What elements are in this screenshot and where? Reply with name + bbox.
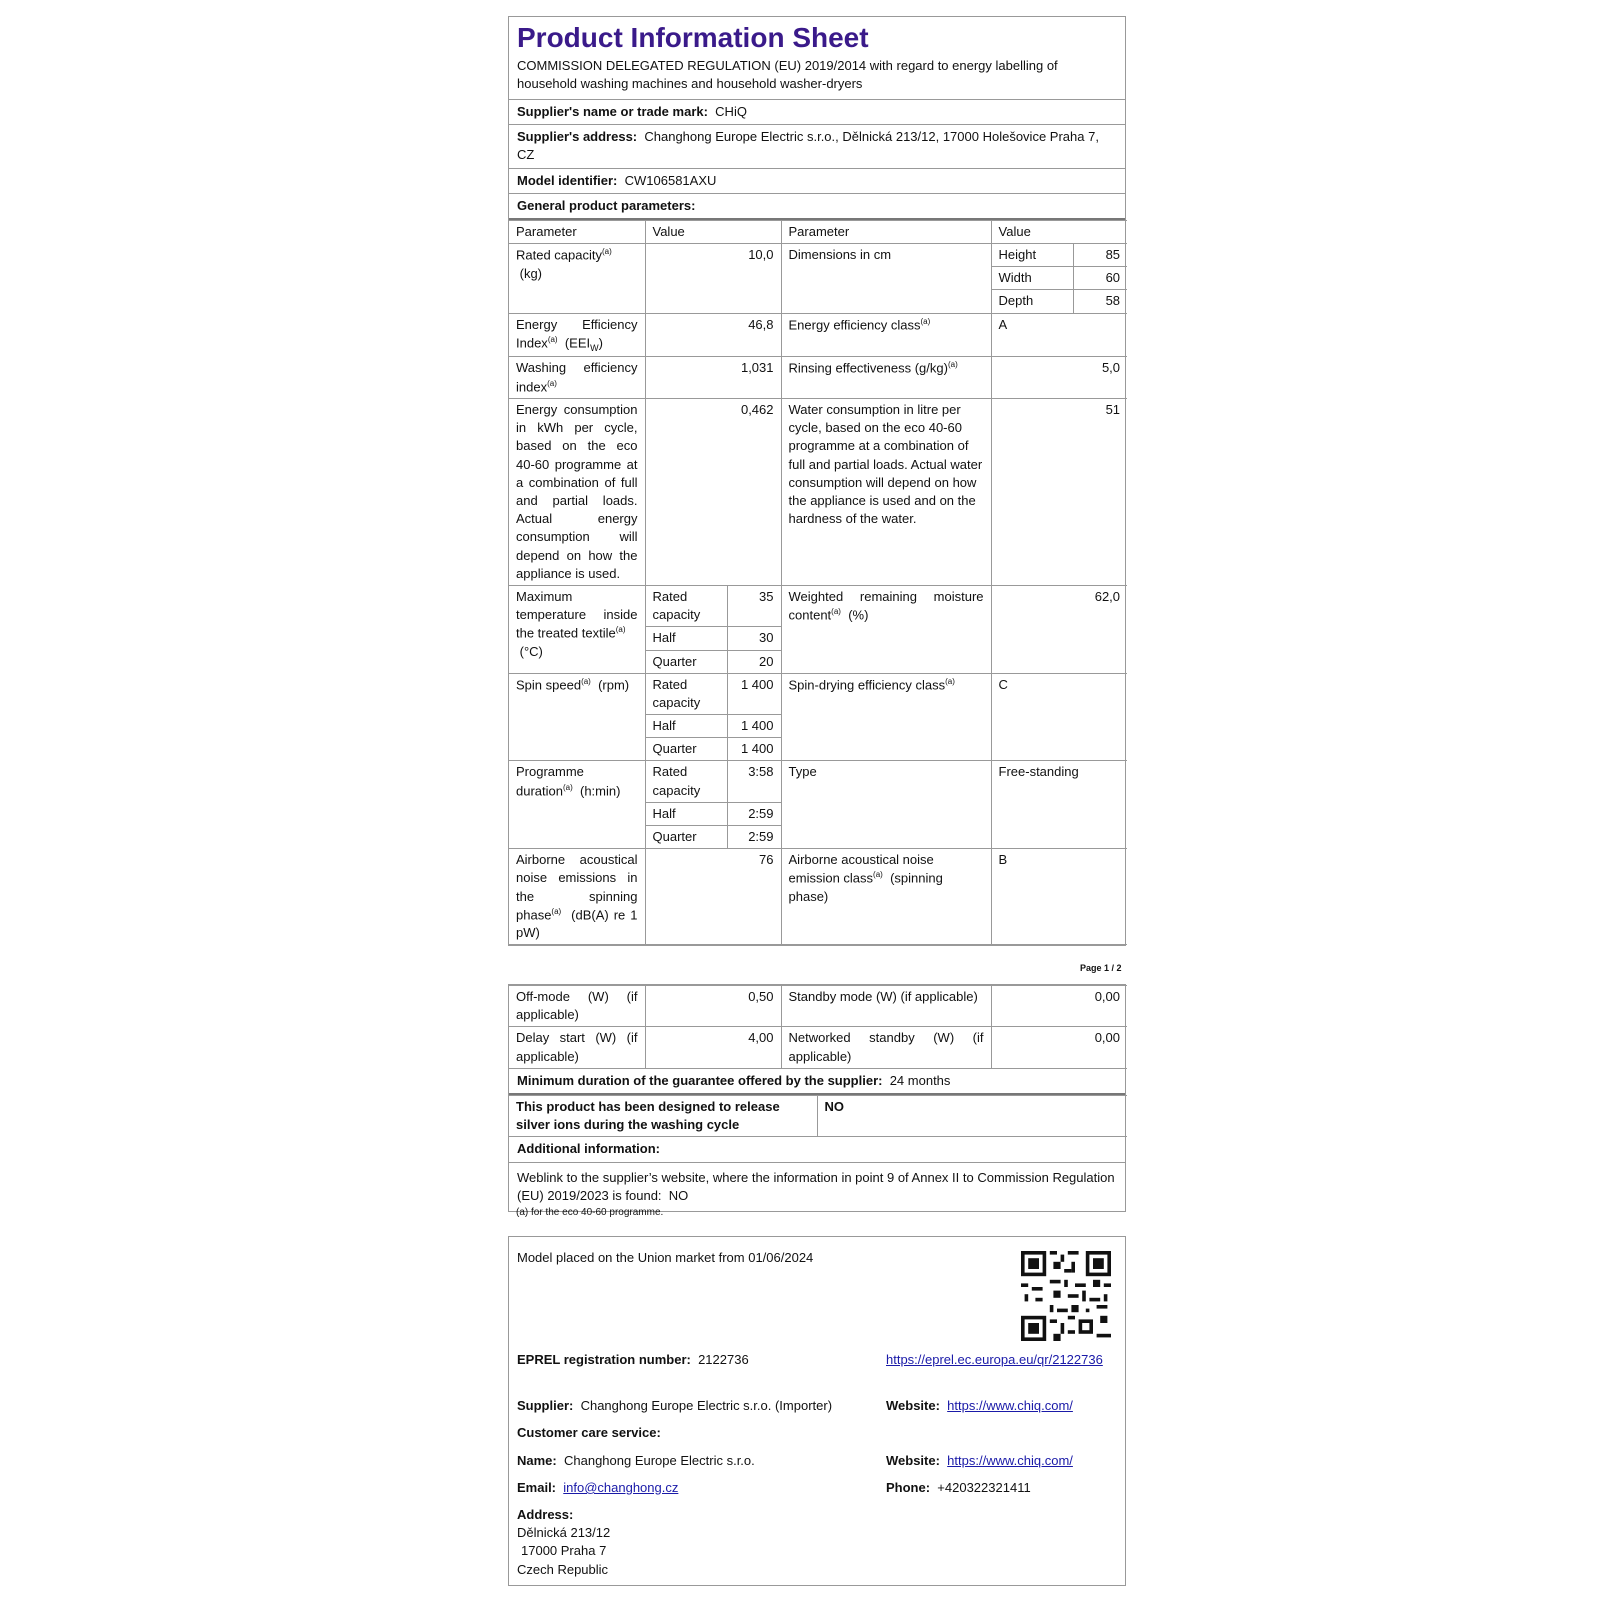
- model-label: Model identifier:: [517, 172, 618, 188]
- spin-class-value: C: [991, 673, 1127, 761]
- supplier-name-row: [509, 100, 1125, 125]
- table-row: [509, 244, 1127, 314]
- table-row: [509, 357, 1127, 399]
- address-line: Dělnická 213/12: [517, 1525, 611, 1541]
- silver-ions-value: NO: [817, 1095, 1127, 1136]
- quarter-label: Quarter: [646, 650, 728, 673]
- table-row: [509, 313, 1127, 357]
- depth-label: Depth: [992, 290, 1074, 313]
- guarantee-label: Minimum duration of the guarantee offered by the supplier:: [517, 1072, 883, 1088]
- duration-half-value: 2:59: [728, 802, 781, 825]
- column-header: Value: [991, 220, 1127, 243]
- table-row: [509, 986, 1127, 1027]
- regulation-subtitle: COMMISSION DELEGATED REGULATION (EU) 2019/2014 with regard to energy labelling of household washing machines and household washer-dryers: [509, 57, 1125, 100]
- rinsing-value: 5,0: [991, 357, 1127, 399]
- eei-label: Energy Efficiency Index$^{(a)}$ $(EEI_W)$: [509, 313, 645, 357]
- care-name: Name: Changhong Europe Electric s.r.o.: [517, 1453, 755, 1468]
- column-header: Parameter: [781, 220, 991, 243]
- power-table: [509, 985, 1127, 1069]
- address-line: 17000 Praha 7: [521, 1543, 607, 1559]
- half-label: Half: [646, 802, 728, 825]
- half-label: Half: [646, 715, 728, 738]
- qr-code-icon: [1021, 1251, 1111, 1341]
- energy-consumption-label: Energy consumption in kWh per cycle, based on the eco 40-60 programme at a combination of full and partial loads. Actual energy consumption will depend on how the appliance is used.: [509, 399, 645, 586]
- address-line: Czech Republic: [517, 1561, 609, 1577]
- supplier-address-value: Changhong Europe Electric s.r.o., Dělnická 213/12, 17000 Holešovice Praha 7, CZ: [517, 129, 1099, 163]
- supplier-name-value: CHiQ: [715, 103, 747, 119]
- footnote: (a) for the eco 40-60 programme.: [516, 1207, 664, 1218]
- address-label: Address:: [517, 1507, 574, 1522]
- delay-start-label: Delay start (W) (if applicable): [509, 1027, 645, 1068]
- additional-info-heading: Additional information:: [509, 1137, 1125, 1162]
- supplier-website-link[interactable]: https://www.chiq.com/: [947, 1398, 1073, 1413]
- duration-quarter-value: 2:59: [748, 829, 774, 844]
- table-row: [509, 761, 1127, 849]
- eprel-link[interactable]: https://eprel.ec.europa.eu/qr/2122736: [886, 1352, 1103, 1367]
- column-header: Value: [645, 220, 781, 243]
- width-label: Width: [992, 267, 1074, 290]
- table-row: [509, 1095, 1127, 1136]
- standby-label: Standby mode (W) (if applicable): [781, 986, 991, 1027]
- off-mode-label: Off-mode (W) (if applicable): [509, 986, 645, 1027]
- temp-half-value: 30: [728, 627, 781, 650]
- rated-label: Rated capacity: [646, 674, 728, 715]
- guarantee-row: [509, 1069, 1125, 1095]
- washing-index-value: 1,031: [645, 357, 781, 399]
- energy-class-label: Energy efficiency class$^{(a)}$: [781, 313, 991, 357]
- weblink-value: NO: [668, 1187, 689, 1203]
- height-value: 85: [1074, 244, 1127, 267]
- spin-speed-values: [645, 673, 781, 761]
- depth-value: 58: [1105, 293, 1121, 309]
- type-value: Free-standing: [991, 761, 1127, 849]
- water-consumption-value: 51: [991, 399, 1127, 586]
- table-row: [509, 399, 1127, 586]
- market-date: Model placed on the Union market from 01/06/2024: [517, 1250, 814, 1265]
- general-params-heading: General product parameters:: [509, 194, 1125, 220]
- model-value: CW106581AXU: [624, 172, 717, 188]
- rated-label: Rated capacity: [646, 586, 728, 627]
- duration-values: [645, 761, 781, 849]
- noise-value: 76: [645, 849, 781, 945]
- spin-class-label: Spin-drying efficiency class$^{(a)}$: [781, 673, 991, 761]
- temp-rated-value: 35: [728, 586, 781, 627]
- table-row: [509, 1027, 1127, 1068]
- rated-capacity-label: Rated capacity$^{(a)}$ (kg): [509, 244, 645, 314]
- energy-class-value: A: [991, 313, 1127, 357]
- spin-half-value: 1 400: [728, 715, 781, 738]
- product-information-sheet-continued: [508, 984, 1126, 1212]
- page-number: Page 1 / 2: [1080, 963, 1122, 973]
- duration-rated-value: 3:58: [728, 761, 781, 802]
- delay-start-value: 4,00: [645, 1027, 781, 1068]
- noise-class-value: B: [991, 849, 1127, 945]
- energy-consumption-value: 0,462: [645, 399, 781, 586]
- dimensions-values: [991, 244, 1127, 314]
- care-website: Website: https://www.chiq.com/: [886, 1453, 1073, 1468]
- max-temperature-values: [645, 585, 781, 673]
- care-website-link[interactable]: https://www.chiq.com/: [947, 1453, 1073, 1468]
- temp-quarter-value: 20: [759, 653, 774, 669]
- care-address: [517, 1506, 610, 1579]
- width-value: 60: [1074, 267, 1127, 290]
- page-title: Product Information Sheet: [517, 22, 869, 53]
- supplier-address-row: [509, 125, 1125, 168]
- supplier-info: Supplier: Changhong Europe Electric s.r.o. (Importer): [517, 1398, 833, 1413]
- moisture-value: 62,0: [991, 585, 1127, 673]
- quarter-label: Quarter: [646, 738, 728, 761]
- moisture-label: Weighted remaining moisture content$^{(a)}$ (%): [781, 585, 991, 673]
- type-label: Type: [781, 761, 991, 849]
- supplier-address-label: Supplier's address:: [517, 129, 638, 145]
- table-row: [509, 849, 1127, 945]
- model-row: [509, 169, 1125, 194]
- column-header: Parameter: [509, 220, 645, 243]
- off-mode-value: 0,50: [645, 986, 781, 1027]
- duration-label: Programme duration$^{(a)}$ (h:min): [509, 761, 645, 849]
- max-temperature-label: Maximum temperature inside the treated textile$^{(a)}$ (°C): [509, 585, 645, 673]
- parameters-table: [509, 220, 1127, 946]
- height-label: Height: [992, 244, 1074, 267]
- eei-value: 46,8: [645, 313, 781, 357]
- table-header-row: [509, 220, 1127, 243]
- weblink-text: Weblink to the supplier’s website, where the information in point 9 of Annex II to Commission Regulation (EU) 2019/2023 is found:: [517, 1169, 1115, 1203]
- noise-label: Airborne acoustical noise emissions in the spinning phase$^{(a)}$ (dB(A) re 1 pW): [509, 849, 645, 945]
- standby-value: 0,00: [991, 986, 1127, 1027]
- care-phone: Phone: +420322321411: [886, 1480, 1031, 1495]
- silver-ions-label: This product has been designed to release silver ions during the washing cycle: [509, 1095, 817, 1136]
- quarter-label: Quarter: [646, 826, 728, 849]
- networked-standby-label: Networked standby (W) (if applicable): [781, 1027, 991, 1068]
- supplier-name-label: Supplier's name or trade mark:: [517, 103, 708, 119]
- table-row: [509, 585, 1127, 673]
- networked-standby-value: 0,00: [991, 1027, 1127, 1068]
- rinsing-label: Rinsing effectiveness $(g/kg)^{(a)}$: [781, 357, 991, 399]
- supplier-website: Website: https://www.chiq.com/: [886, 1398, 1073, 1413]
- half-label: Half: [646, 627, 728, 650]
- weblink-row: [509, 1163, 1125, 1211]
- rated-label: Rated capacity: [646, 761, 728, 802]
- dimensions-label: Dimensions in cm: [781, 244, 991, 314]
- customer-care-heading: Customer care service:: [517, 1425, 661, 1440]
- care-email: Email: info@changhong.cz: [517, 1480, 679, 1495]
- spin-quarter-value: 1 400: [740, 741, 774, 757]
- eprel-info-box: [508, 1236, 1126, 1586]
- email-link[interactable]: info@changhong.cz: [563, 1480, 679, 1495]
- silver-ions-table: [509, 1095, 1127, 1137]
- water-consumption-label: Water consumption in litre per cycle, based on the eco 40-60 programme at a combination of full and partial loads. Actual water consumption will depend on how the appliance is used and on the hardness of the water.: [781, 399, 991, 586]
- guarantee-value: 24 months: [889, 1072, 951, 1088]
- spin-rated-value: 1 400: [728, 674, 781, 715]
- table-row: [509, 673, 1127, 761]
- product-information-sheet: [508, 16, 1126, 946]
- eprel-number: EPREL registration number: 2122736: [517, 1352, 749, 1367]
- spin-speed-label: Spin speed$^{(a)}$ (rpm): [509, 673, 645, 761]
- washing-index-label: Washing efficiency index$^{(a)}$: [509, 357, 645, 399]
- rated-capacity-value: 10,0: [645, 244, 781, 314]
- noise-class-label: Airborne acoustical noise emission class$^{(a)}$ (spinning phase): [781, 849, 991, 945]
